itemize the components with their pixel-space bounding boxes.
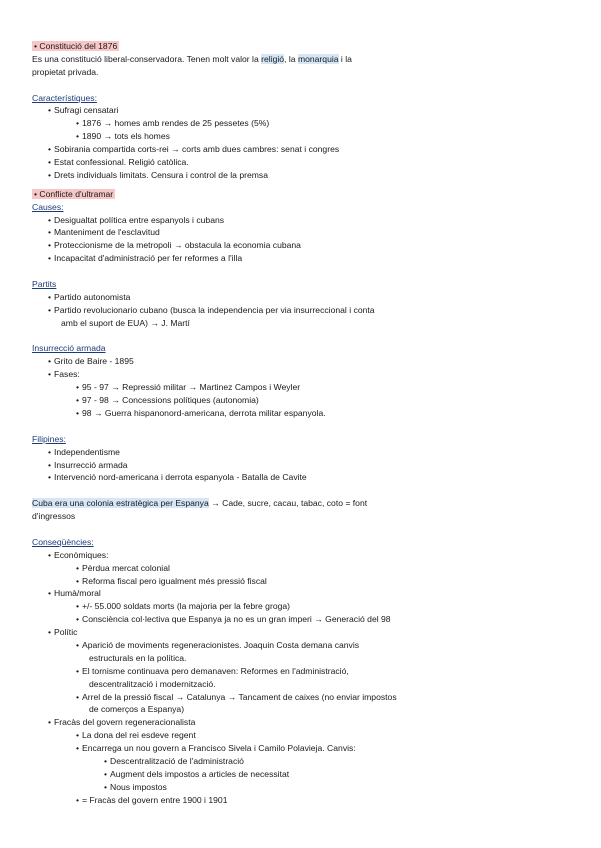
list-item: • 1890 → tots els homes xyxy=(32,130,572,143)
list-item: • Sufragi censatari xyxy=(32,104,572,117)
list-item: • Insurrecció armada xyxy=(32,459,572,472)
list-item: • El tornisme continuava pero demanaven: Reformes en l'administració, xyxy=(32,665,572,678)
list-item: • 97 - 98 → Concessions polítiques (autonomia) xyxy=(32,394,572,407)
list-item: • Sobirania compartida corts-rei → corts amb dues cambres: senat i congres xyxy=(32,143,572,156)
section-title-constitucio xyxy=(32,40,572,53)
list-item: • Drets individuals limitats. Censura i control de la premsa xyxy=(32,169,572,182)
list-item: • Augment dels impostos a articles de necessitat xyxy=(32,768,572,781)
list-item: • Partido revolucionario cubano (busca la independencia per via insurreccional i conta xyxy=(32,304,572,317)
list-item: • Polític xyxy=(32,626,572,639)
section-title-conflicte xyxy=(32,188,572,201)
list-item: • Nous impostos xyxy=(32,781,572,794)
list-item: • Grito de Baire - 1895 xyxy=(32,355,572,368)
list-item: • 98 → Guerra hispanonord-americana, derrota militar espanyola. xyxy=(32,407,572,420)
list-item-continuation: estructurals en la política. xyxy=(89,652,187,663)
heading-filipines: Filipines: xyxy=(32,433,66,444)
list-item: • Pèrdua mercat colonial xyxy=(32,562,572,575)
heading-causes: Causes: xyxy=(32,201,64,212)
list-item: • Reforma fiscal pero igualment més pressió fiscal xyxy=(32,575,572,588)
list-item: • +/- 55.000 soldats morts (la majoria per la febre groga) xyxy=(32,600,572,613)
list-item: • Independentisme xyxy=(32,446,572,459)
highlight: Cuba era una colonia estratègica per Espanya xyxy=(32,498,209,509)
document-page xyxy=(32,40,572,807)
heading-insurreccio: Insurrecció armada xyxy=(32,343,106,354)
list-item: • Intervenció nord-americana i derrota espanyola - Batalla de Cavite xyxy=(32,471,572,484)
list-item: • Fases: xyxy=(32,368,572,381)
list-item: • 1876 → homes amb rendes de 25 pessetes (5%) xyxy=(32,117,572,130)
list-item: • Encarrega un nou govern a Francisco Sivela i Camilo Polavieja. Canvis: xyxy=(32,742,572,755)
list-item: • = Fracàs del govern entre 1900 i 1901 xyxy=(32,794,572,807)
list-item: • Estat confessional. Religió catòlica. xyxy=(32,156,572,169)
list-item: • Fracàs del govern regeneracionalista xyxy=(32,716,572,729)
list-item: • Descentralització de l'administració xyxy=(32,755,572,768)
list-item: • La dona del rei esdeve regent xyxy=(32,729,572,742)
list-item: • Econòmiques: xyxy=(32,549,572,562)
list-item: • Manteniment de l'esclavitud xyxy=(32,226,572,239)
list-item-continuation: de comerços a Espanya) xyxy=(89,704,185,715)
list-item-continuation: amb el suport de EUA) → J. Martí xyxy=(61,317,190,328)
heading-caracteristiques: Característiques: xyxy=(32,92,97,103)
intro-line-2: propietat privada. xyxy=(32,66,99,77)
highlight: • Constitució del 1876 xyxy=(34,41,118,51)
intro-line-1: Es una constitució liberal-conservadora. Tenen molt valor la religió, la monarquia i la xyxy=(32,53,352,64)
cuba-line-1: Cuba era una colonia estratègica per Espanya → Cade, sucre, cacau, tabac, coto = font xyxy=(32,498,368,509)
list-item-continuation: descentralització i modernització. xyxy=(89,678,216,689)
cuba-line-2: d'ingressos xyxy=(32,511,76,522)
list-item: • Proteccionisme de la metropoli → obstacula la economia cubana xyxy=(32,239,572,252)
highlight: • Conflicte d'ultramar xyxy=(34,188,114,199)
list-item: • Humà/moral xyxy=(32,587,572,600)
list-item: • Consciència col·lectiva que Espanya ja no es un gran imperi → Generació del 98 xyxy=(32,613,572,626)
list-item: • Arrel de la pressió fiscal → Catalunya → Tancament de caixes (no enviar impostos xyxy=(32,691,572,704)
list-item: • Aparició de moviments regeneracionistes. Joaquin Costa demana canvis xyxy=(32,639,572,652)
list-item: • 95 - 97 → Repressió militar → Martinez Campos i Weyler xyxy=(32,381,572,394)
heading-partits: Partits xyxy=(32,279,57,290)
list-item: • Incapacitat d'administració per fer reformes a l'illa xyxy=(32,252,572,265)
list-item: • Partido autonomista xyxy=(32,291,572,304)
list-item: • Desigualtat política entre espanyols i cubans xyxy=(32,214,572,227)
heading-consequencies: Conseqüències: xyxy=(32,536,94,547)
